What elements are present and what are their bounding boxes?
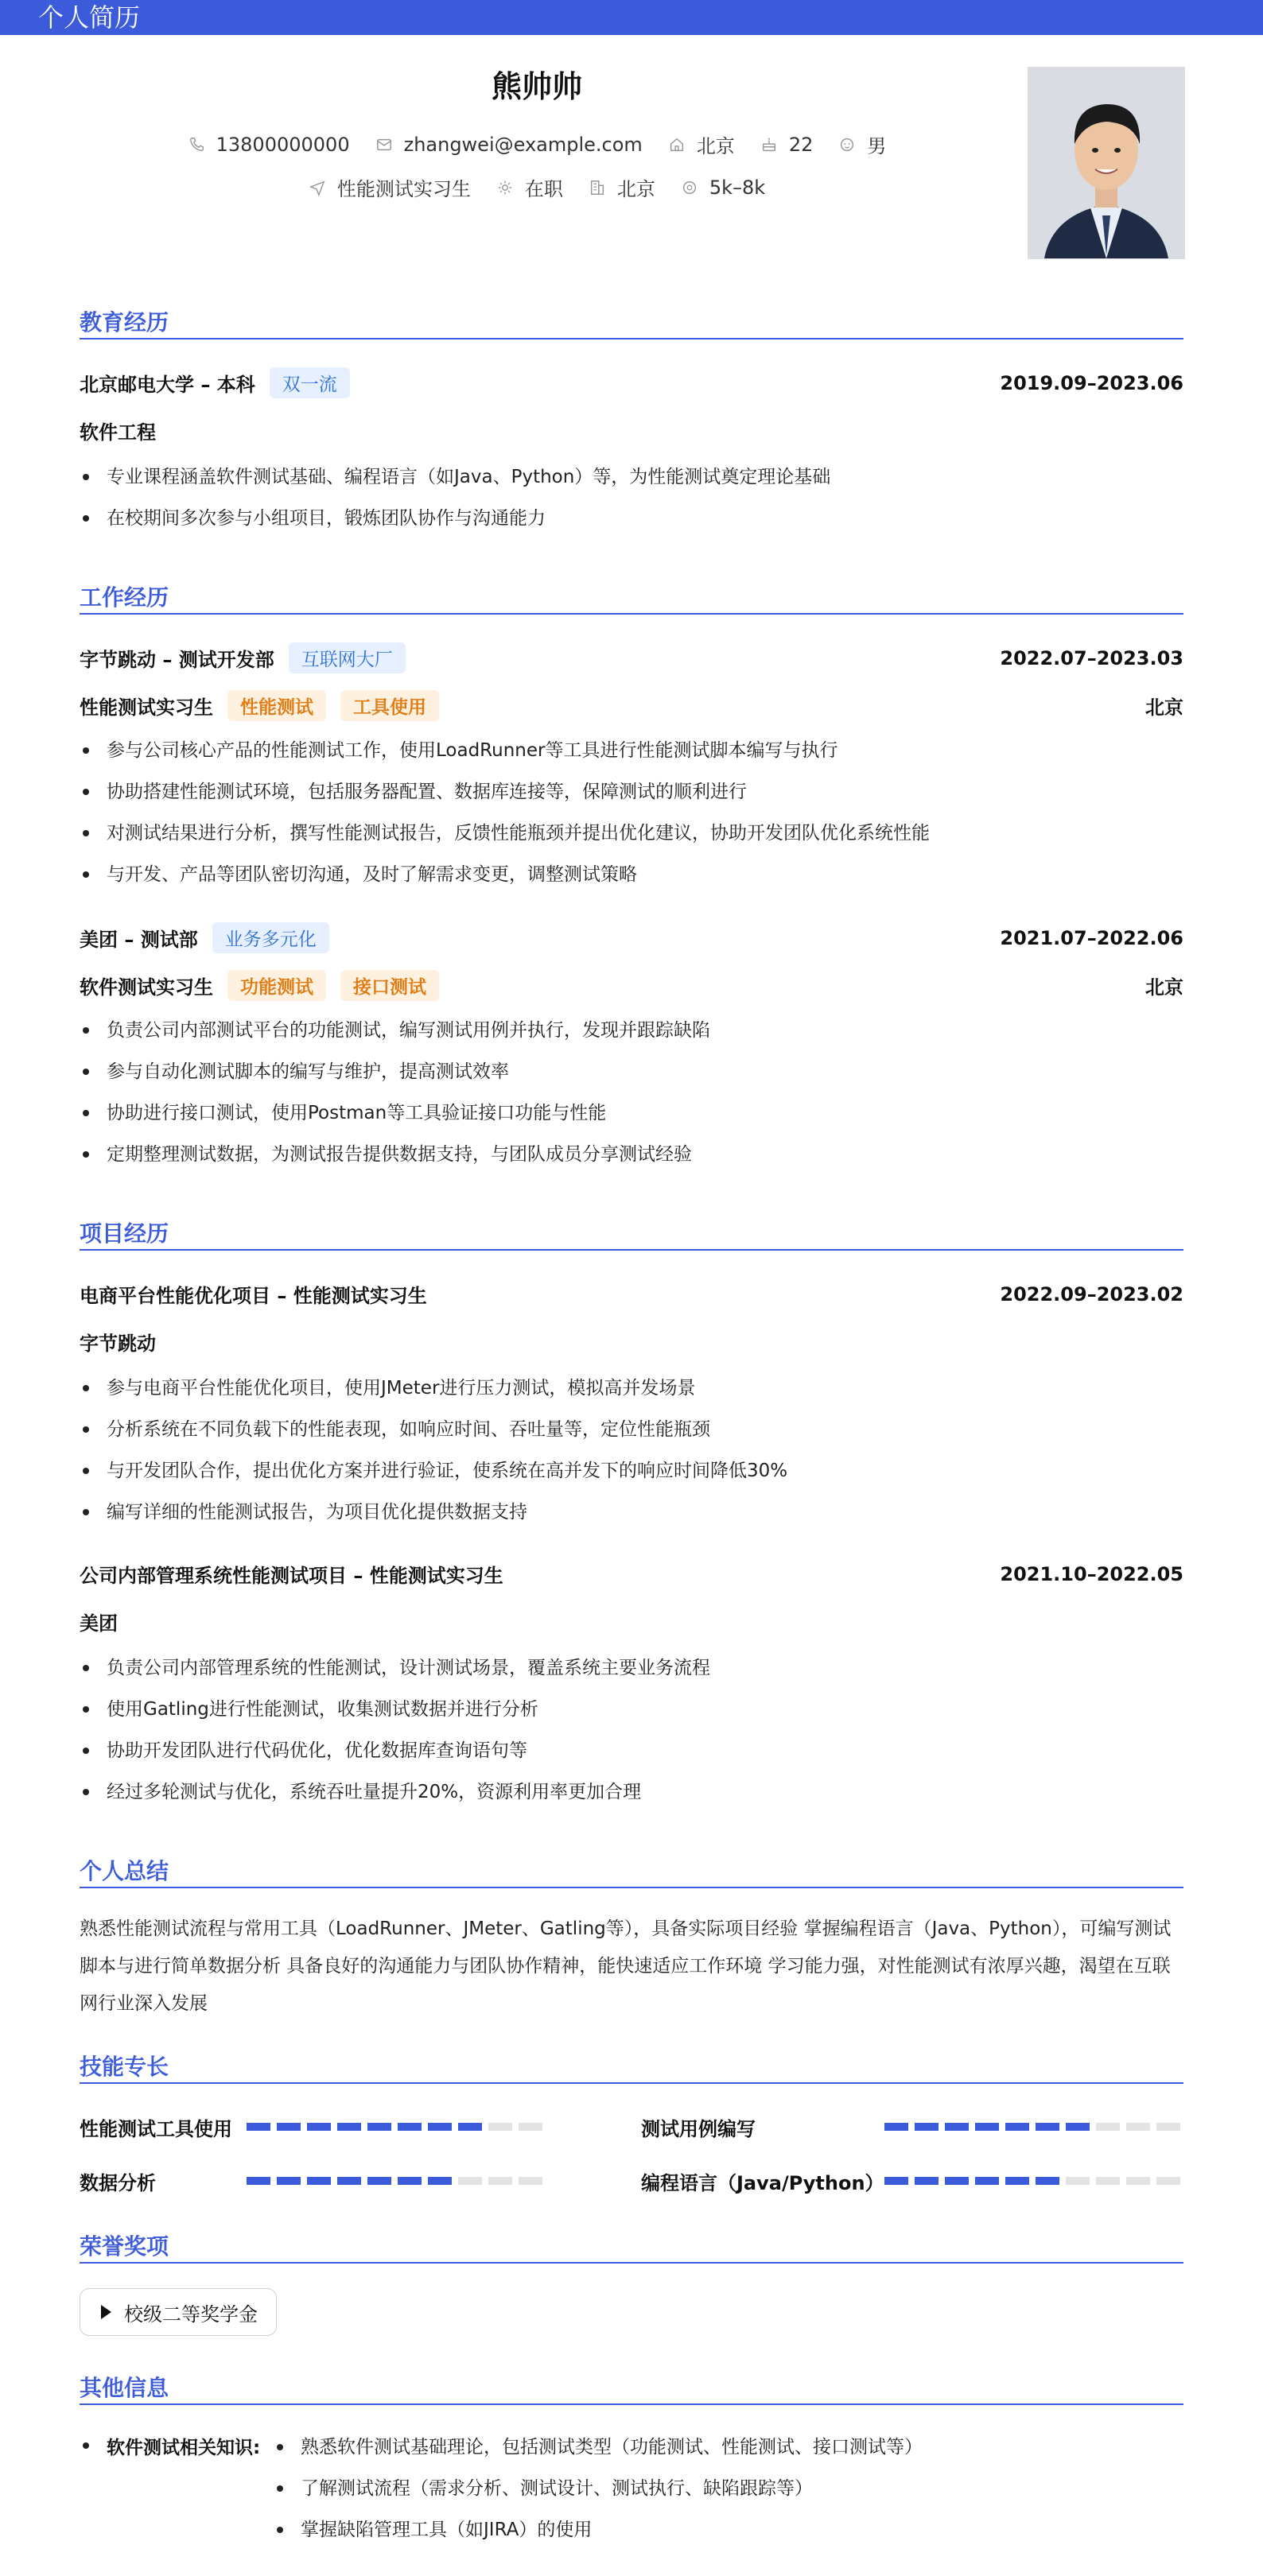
section-title-education: 教育经历 <box>80 309 169 336</box>
skill-segment-filled <box>884 2177 908 2185</box>
target-city-value: 北京 <box>616 178 655 200</box>
other-label: 软件测试相关知识: <box>80 2433 260 2459</box>
section-divider <box>80 613 1183 615</box>
skill-segment-filled <box>945 2177 969 2185</box>
skill-tag: 工具使用 <box>340 690 439 721</box>
list-item: 参与公司核心产品的性能测试工作，使用LoadRunner等工具进行性能测试脚本编写与执行 <box>80 736 1183 778</box>
skill-segment-empty <box>1096 2177 1120 2185</box>
work-header-2 <box>80 922 1183 953</box>
list-item: 熟悉软件测试基础理论，包括测试类型（功能测试、性能测试、接口测试等） <box>270 2433 923 2474</box>
section-divider <box>80 2082 1183 2084</box>
skill-segment-empty <box>1126 2177 1150 2185</box>
list-item: 定期整理测试数据，为测试报告提供数据支持，与团队成员分享测试经验 <box>80 1140 1183 1181</box>
skill-segment-empty <box>519 2177 542 2185</box>
project-date: 2021.10–2022.05 <box>1000 1562 1183 1585</box>
skill-segment-filled <box>1005 2123 1029 2131</box>
work-role-1 <box>80 690 1183 721</box>
list-item: 与开发、产品等团队密切沟通，及时了解需求变更，调整测试策略 <box>80 860 1183 902</box>
age-value: 22 <box>788 133 814 156</box>
skill-segment-empty <box>488 2177 512 2185</box>
skill-level-bar <box>247 2177 549 2185</box>
work-date: 2022.07–2023.03 <box>1000 646 1183 669</box>
project-header-1 <box>80 1280 1183 1308</box>
work-date: 2021.07–2022.06 <box>1000 926 1183 949</box>
section-divider <box>80 1887 1183 1888</box>
skill-segment-empty <box>1066 2177 1090 2185</box>
project-title: 公司内部管理系统性能测试项目 – 性能测试实习生 <box>80 1565 503 1587</box>
list-item: 了解测试流程（需求分析、测试设计、测试执行、缺陷跟踪等） <box>270 2474 923 2516</box>
list-item: 负责公司内部测试平台的功能测试，编写测试用例并执行，发现并跟踪缺陷 <box>80 1016 1183 1057</box>
section-divider <box>80 2403 1183 2405</box>
section-title-summary: 个人总结 <box>80 1858 169 1884</box>
email-value: zhangwei@example.com <box>403 133 643 156</box>
gender-value: 男 <box>867 135 887 157</box>
skill-level-bar <box>884 2123 1187 2131</box>
summary-text: 熟悉性能测试流程与常用工具（LoadRunner、JMeter、Gatling等），具备实际项目经验 掌握编程语言（Java、Python），可编写测试脚本与进行简单数据分析 具备良好的沟通能力与团队协作精神，能快速适应工作环境 学习能力强，对性能测试有浓厚兴趣，渴望在互联网行业深入发展 <box>80 1918 1172 2014</box>
work-role-2 <box>80 970 1183 1001</box>
skill-segment-filled <box>945 2123 969 2131</box>
company-name: 美团 – 测试部 <box>80 929 198 951</box>
skill-segment-filled <box>277 2123 301 2131</box>
section-title-projects: 项目经历 <box>80 1220 169 1247</box>
skill-segment-filled <box>1036 2177 1059 2185</box>
skill-segment-empty <box>458 2177 482 2185</box>
list-item: 专业课程涵盖软件测试基础、编程语言（如Java、Python）等，为性能测试奠定理论基础 <box>80 463 1183 504</box>
award-label: 校级二等奖学金 <box>124 2302 258 2326</box>
city-value: 北京 <box>696 135 735 157</box>
skill-segment-filled <box>458 2123 482 2131</box>
work-bullets-1 <box>80 736 1183 902</box>
profile-photo <box>1028 67 1185 259</box>
skill-segment-filled <box>277 2177 301 2185</box>
education-bullets <box>80 463 1183 545</box>
skill-segment-empty <box>1096 2123 1120 2131</box>
person-icon <box>838 136 856 153</box>
work-bullets-2 <box>80 1016 1183 1181</box>
project-bullets-2 <box>80 1654 1183 1819</box>
skill-segment-filled <box>307 2177 331 2185</box>
send-icon <box>309 179 326 196</box>
school-name: 北京邮电大学 – 本科 <box>80 374 255 396</box>
skill-name: 测试用例编写 <box>641 2118 756 2140</box>
work-header-1 <box>80 642 1183 673</box>
list-item: 编写详细的性能测试报告，为项目优化提供数据支持 <box>80 1498 1183 1539</box>
status-info <box>496 173 563 201</box>
skill-segment-filled <box>884 2123 908 2131</box>
job-intent-row <box>0 173 1074 201</box>
project-date: 2022.09–2023.02 <box>1000 1282 1183 1305</box>
section-title-awards: 荣誉奖项 <box>80 2233 169 2260</box>
skill-segment-empty <box>1156 2123 1180 2131</box>
skill-tag: 功能测试 <box>227 970 326 1001</box>
education-date: 2019.09–2023.06 <box>1000 371 1183 394</box>
project-header-2 <box>80 1560 1183 1588</box>
list-item: 协助搭建性能测试环境，包括服务器配置、数据库连接等，保障测试的顺利进行 <box>80 778 1183 819</box>
skill-tag: 接口测试 <box>340 970 439 1001</box>
skill-segment-filled <box>915 2177 939 2185</box>
skill-segment-filled <box>915 2123 939 2131</box>
skill-segment-filled <box>428 2123 452 2131</box>
skill-segment-filled <box>1066 2123 1090 2131</box>
money-icon <box>681 179 698 196</box>
salary-value: 5k–8k <box>709 176 766 199</box>
list-item: 使用Gatling进行性能测试，收集测试数据并进行分析 <box>80 1695 1183 1736</box>
other-items <box>270 2433 923 2557</box>
page-title: 个人简历 <box>38 2 141 33</box>
skill-segment-filled <box>975 2123 999 2131</box>
phone-icon <box>188 136 205 153</box>
work-location: 北京 <box>1145 696 1183 719</box>
skill-segment-filled <box>1036 2123 1059 2131</box>
company-tag: 业务多元化 <box>212 922 329 953</box>
phone-info <box>188 134 350 156</box>
role-name: 性能测试实习生 <box>80 696 213 719</box>
skill-segment-filled <box>307 2123 331 2131</box>
list-item: 掌握缺陷管理工具（如JIRA）的使用 <box>270 2516 923 2557</box>
status-value: 在职 <box>524 178 563 200</box>
role-name: 软件测试实习生 <box>80 976 213 999</box>
skill-segment-empty <box>1126 2123 1150 2131</box>
list-item: 分析系统在不同负载下的性能表现，如响应时间、吞吐量等，定位性能瓶颈 <box>80 1415 1183 1457</box>
building-icon <box>589 179 606 196</box>
project-title: 电商平台性能优化项目 – 性能测试实习生 <box>80 1285 427 1307</box>
email-info <box>375 134 643 156</box>
skill-segment-filled <box>337 2123 361 2131</box>
project-org: 美团 <box>80 1612 118 1635</box>
project-bullets-1 <box>80 1374 1183 1539</box>
cake-icon <box>760 136 778 153</box>
project-org: 字节跳动 <box>80 1333 156 1355</box>
section-divider <box>80 2262 1183 2264</box>
company-tag: 互联网大厂 <box>289 642 406 673</box>
list-item: 协助开发团队进行代码优化，优化数据库查询语句等 <box>80 1736 1183 1778</box>
list-item: 与开发团队合作，提出优化方案并进行验证，使系统在高并发下的响应时间降低30% <box>80 1457 1183 1498</box>
work-location: 北京 <box>1145 976 1183 999</box>
list-item: 参与自动化测试脚本的编写与维护，提高测试效率 <box>80 1057 1183 1099</box>
school-tag: 双一流 <box>270 367 350 398</box>
education-header <box>80 367 1183 398</box>
skill-segment-empty <box>488 2123 512 2131</box>
candidate-name: 熊帅帅 <box>491 69 582 104</box>
skill-segment-empty <box>1156 2177 1180 2185</box>
section-divider <box>80 1249 1183 1251</box>
mail-icon <box>375 136 393 153</box>
skill-segment-filled <box>398 2123 422 2131</box>
list-item: 负责公司内部管理系统的性能测试，设计测试场景，覆盖系统主要业务流程 <box>80 1654 1183 1695</box>
skill-name: 数据分析 <box>80 2172 156 2194</box>
section-title-skills: 技能专长 <box>80 2054 169 2080</box>
skill-level-bar <box>247 2123 549 2131</box>
skill-name: 编程语言（Java/Python） <box>641 2172 884 2194</box>
skill-segment-filled <box>1005 2177 1029 2185</box>
gear-icon <box>496 179 514 196</box>
phone-value: 13800000000 <box>216 133 350 156</box>
target-city-info <box>589 173 655 201</box>
award-item[interactable] <box>80 2288 277 2336</box>
salary-info <box>681 177 765 199</box>
skill-tag: 性能测试 <box>227 690 326 721</box>
company-name: 字节跳动 – 测试开发部 <box>80 649 274 671</box>
major: 软件工程 <box>80 421 156 444</box>
age-info <box>760 134 814 156</box>
section-title-other: 其他信息 <box>80 2375 169 2401</box>
target-job-value: 性能测试实习生 <box>336 178 471 200</box>
skill-level-bar <box>884 2177 1187 2185</box>
skill-segment-filled <box>975 2177 999 2185</box>
list-item: 参与电商平台性能优化项目，使用JMeter进行压力测试，模拟高并发场景 <box>80 1374 1183 1415</box>
skill-segment-filled <box>367 2177 391 2185</box>
section-title-work: 工作经历 <box>80 584 169 611</box>
skill-name: 性能测试工具使用 <box>80 2118 232 2140</box>
city-info <box>668 130 735 158</box>
gender-info <box>838 130 886 158</box>
target-job-info <box>309 173 471 201</box>
home-icon <box>668 136 686 153</box>
skill-segment-filled <box>247 2123 270 2131</box>
skill-segment-filled <box>398 2177 422 2185</box>
contact-row <box>0 130 1074 158</box>
skill-segment-filled <box>367 2123 391 2131</box>
skill-segment-filled <box>247 2177 270 2185</box>
play-icon <box>101 2305 111 2319</box>
list-item: 对测试结果进行分析，撰写性能测试报告，反馈性能瓶颈并提出优化建议，协助开发团队优化系统性能 <box>80 819 1183 860</box>
top-bar <box>0 0 1263 35</box>
list-item: 在校期间多次参与小组项目，锻炼团队协作与沟通能力 <box>80 504 1183 545</box>
list-item: 经过多轮测试与优化，系统吞吐量提升20%，资源利用率更加合理 <box>80 1778 1183 1819</box>
section-divider <box>80 338 1183 339</box>
skill-segment-filled <box>428 2177 452 2185</box>
skill-segment-empty <box>519 2123 542 2131</box>
list-item: 协助进行接口测试，使用Postman等工具验证接口功能与性能 <box>80 1099 1183 1140</box>
skill-segment-filled <box>337 2177 361 2185</box>
